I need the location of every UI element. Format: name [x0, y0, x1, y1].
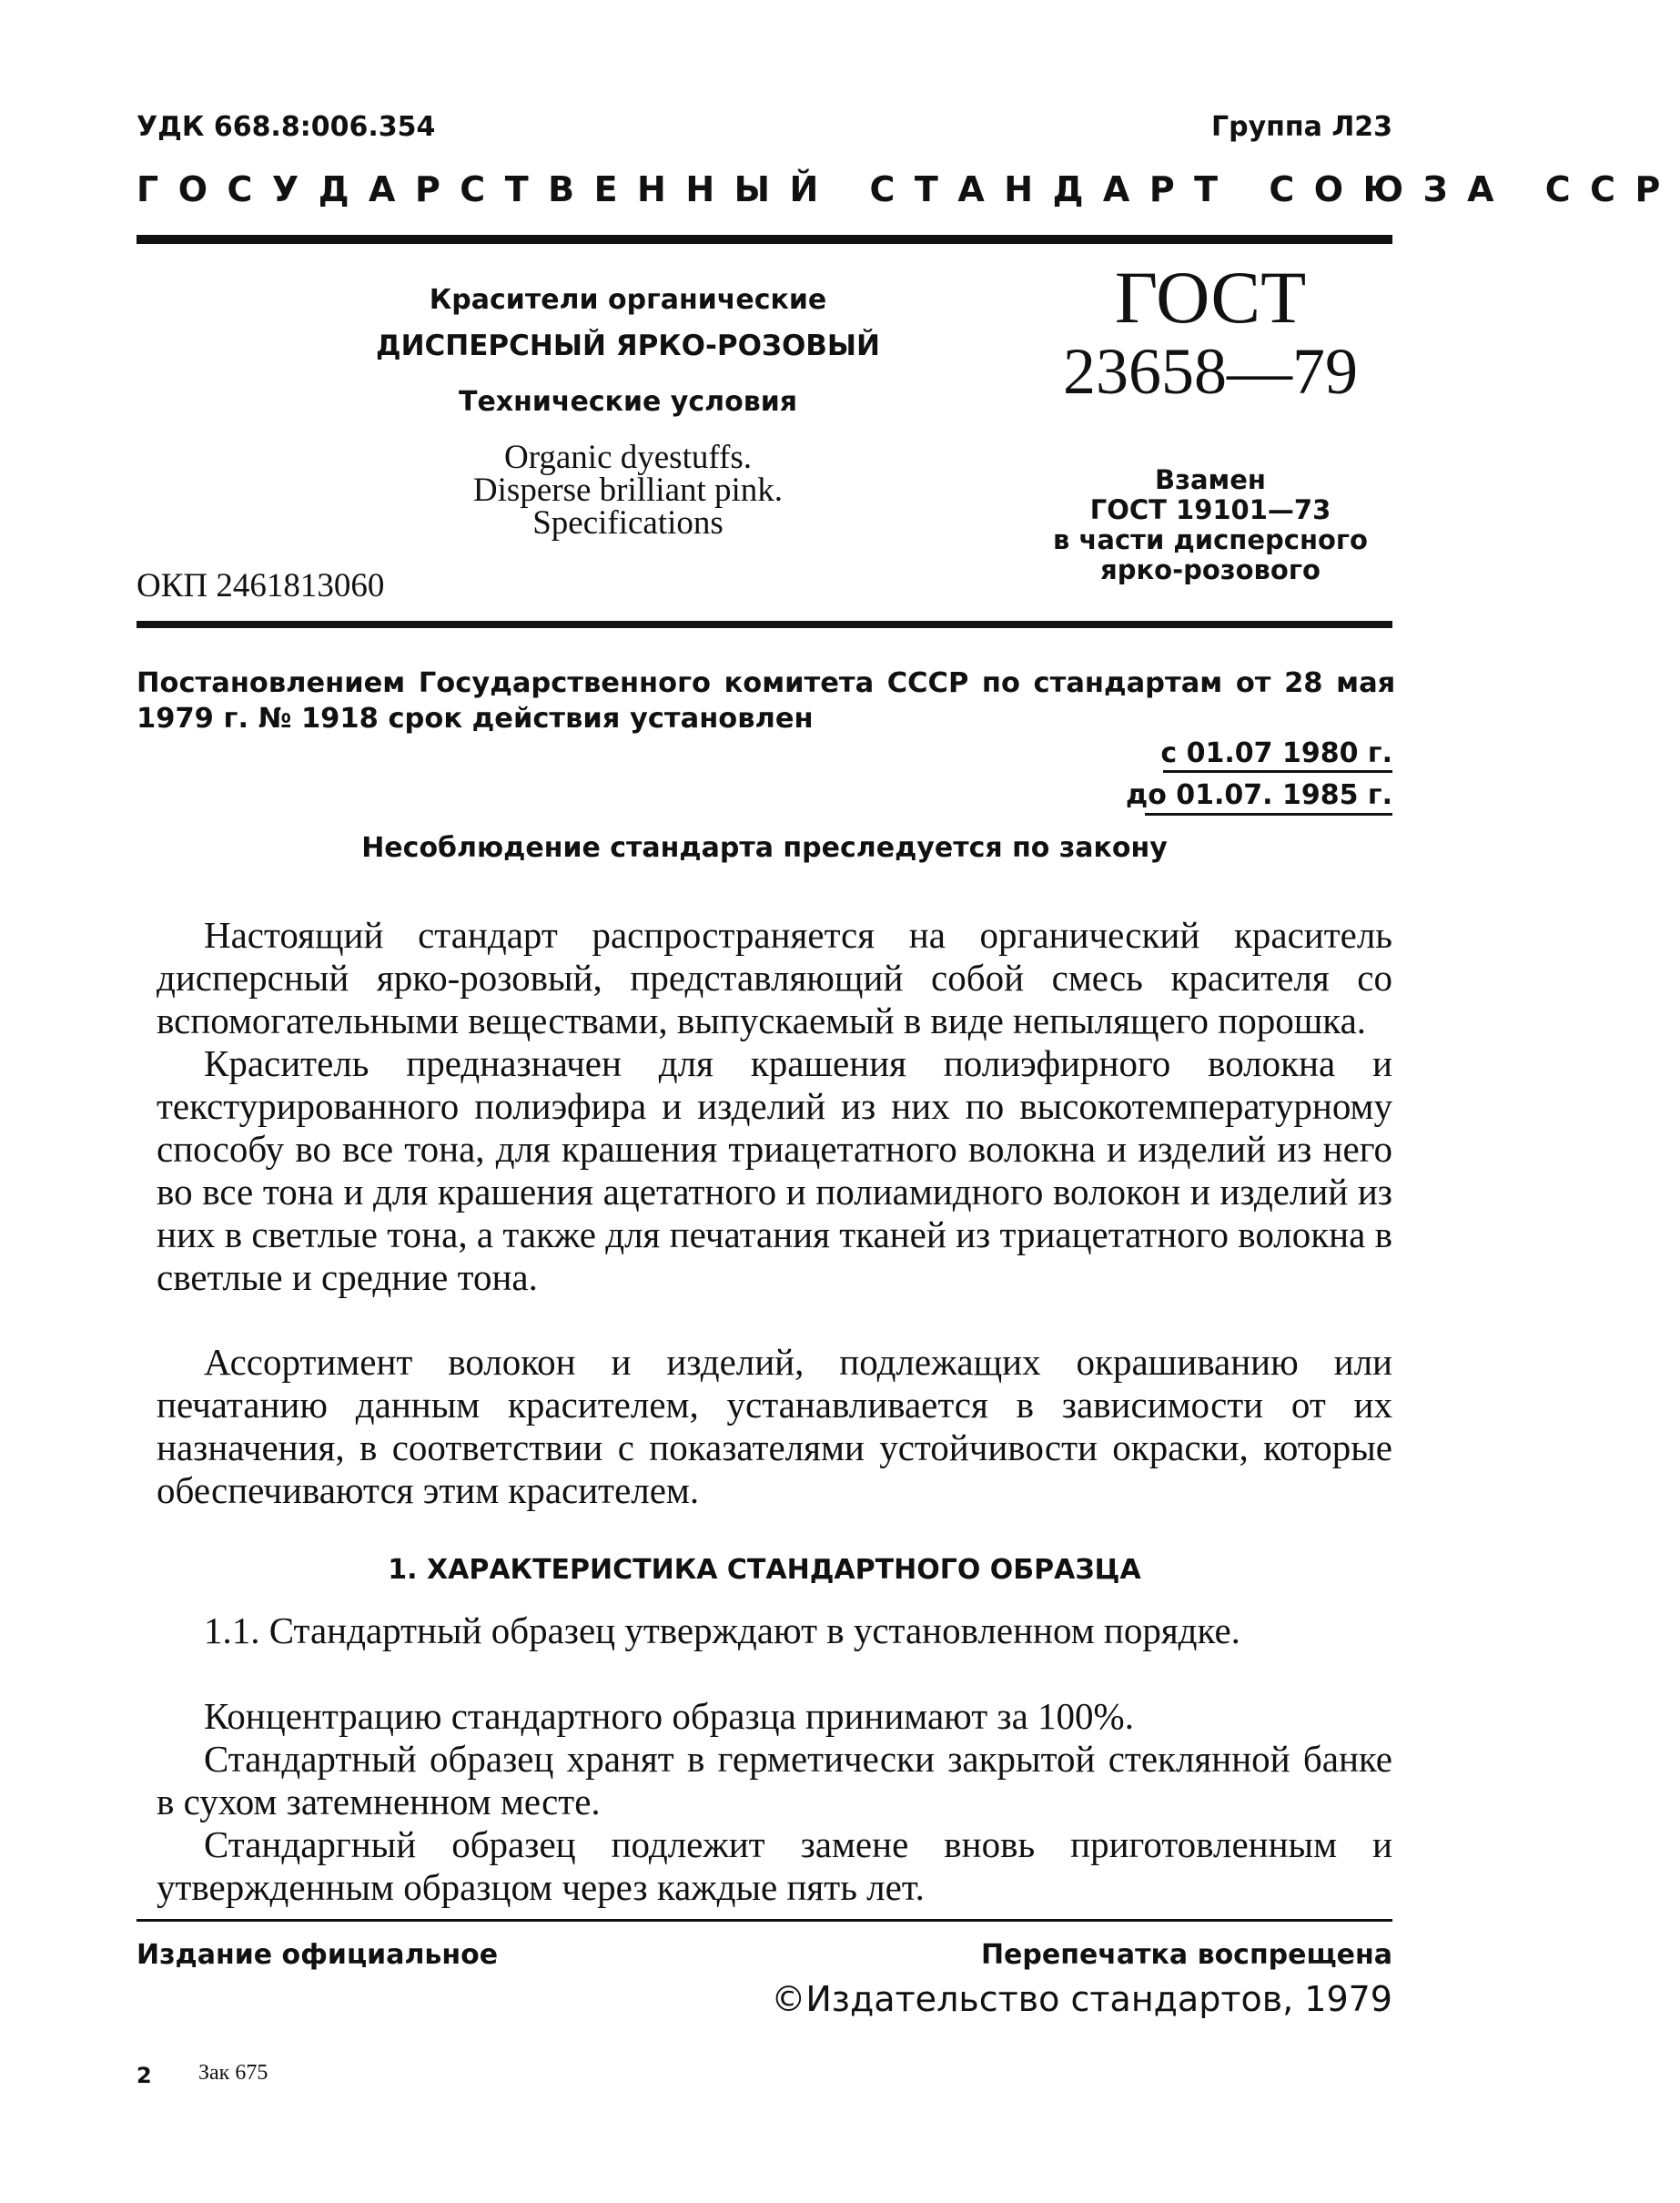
- replaces-line3: в части дисперсного: [1053, 524, 1368, 555]
- copyright: ©Издательство стандартов, 1979: [771, 1979, 1392, 2019]
- compliance-warning: Несоблюдение стандарта преследуется по закону: [361, 832, 1168, 864]
- section-paragraph-4: Стандаргный образец подлежит замене вновь приготовленным и утвержденным образцом через каждые пять лет.: [157, 1823, 1392, 1908]
- title-en-line3: Specifications: [532, 504, 724, 542]
- group-code: Группа Л23: [1211, 111, 1392, 143]
- gost-number: 23658—79: [1063, 335, 1358, 408]
- purpose-paragraph: Краситель предназначен для крашения полиэфирного волокна и текстурированного полиэфира и изделий из них по высокотемпературному способу во все тона, для крашения триацетатного волокна и изделий из него во все тона и для крашения ацетатного и полиамидного волокон и изделий из них в светлые тона, а также для печатания тканей из триацетатного волокна в светлые и средние тона.: [157, 1042, 1392, 1298]
- footer-rule: [137, 1919, 1392, 1922]
- title-line-product: ДИСПЕРСНЫЙ ЯРКО-РОЗОВЫЙ: [376, 330, 880, 362]
- gost-label: ГОСТ: [1114, 256, 1307, 339]
- title-line-dyestuffs: Красители органические: [429, 284, 827, 316]
- title-en-line1: Organic dyestuffs.: [504, 439, 752, 476]
- replaces-line4: ярко-розового: [1100, 554, 1321, 585]
- validity-to-underline: [1145, 813, 1392, 816]
- section-paragraph-2: Концентрацию стандартного образца принимают за 100%.: [204, 1695, 1134, 1737]
- intro-paragraph: Настоящий стандарт распространяется на органический краситель дисперсный ярко-розовый, представляющий собой смесь красителя со вспомогательными веществами, выпускаемый в виде непылящего порошка.: [157, 914, 1392, 1041]
- decree-line1: Постановлением Государственного комитета СССР по стандартам от 28 мая: [137, 667, 1396, 699]
- title-en-line2: Disperse brilliant pink.: [472, 472, 784, 509]
- replaces-line2: ГОСТ 19101—73: [1089, 494, 1331, 525]
- replaces-line1: Взамен: [1155, 464, 1266, 495]
- official-edition: Издание официальное: [137, 1939, 499, 1971]
- title-line-specs: Технические условия: [459, 386, 797, 418]
- title-rule: [137, 621, 1392, 628]
- decree-line2: 1979 г. № 1918 срок действия установлен: [137, 703, 814, 735]
- order-number: Зак 675: [198, 2061, 268, 2085]
- section-paragraph-3: Стандартный образец хранят в герметически закрытой стеклянной банке в сухом затемненном месте.: [157, 1738, 1392, 1822]
- assortment-paragraph: Ассортимент волокон и изделий, подлежащих окрашиванию или печатанию данным красителем, устанавливается в зависимости от их назначения, в соответствии с показателями устойчивости окраски, которые обеспечиваются этим красителем.: [157, 1341, 1392, 1511]
- validity-from: с 01.07 1980 г.: [1160, 737, 1392, 769]
- validity-to: до 01.07. 1985 г.: [1125, 779, 1392, 811]
- state-standard-title: ГОСУДАРСТВЕННЫЙ СТАНДАРТ СОЮЗА ССР: [137, 169, 1680, 209]
- section-heading: 1. ХАРАКТЕРИСТИКА СТАНДАРТНОГО ОБРАЗЦА: [388, 1554, 1141, 1586]
- page-number: 2: [137, 2063, 152, 2088]
- reprint-notice: Перепечатка воспрещена: [980, 1939, 1392, 1971]
- okp-code: ОКП 2461813060: [137, 567, 385, 604]
- udk-code: УДК 668.8:006.354: [137, 111, 436, 143]
- section-paragraph-1: 1.1. Стандартный образец утверждают в установленном порядке.: [204, 1609, 1240, 1651]
- header-rule: [137, 235, 1392, 244]
- validity-from-underline: [1163, 770, 1392, 773]
